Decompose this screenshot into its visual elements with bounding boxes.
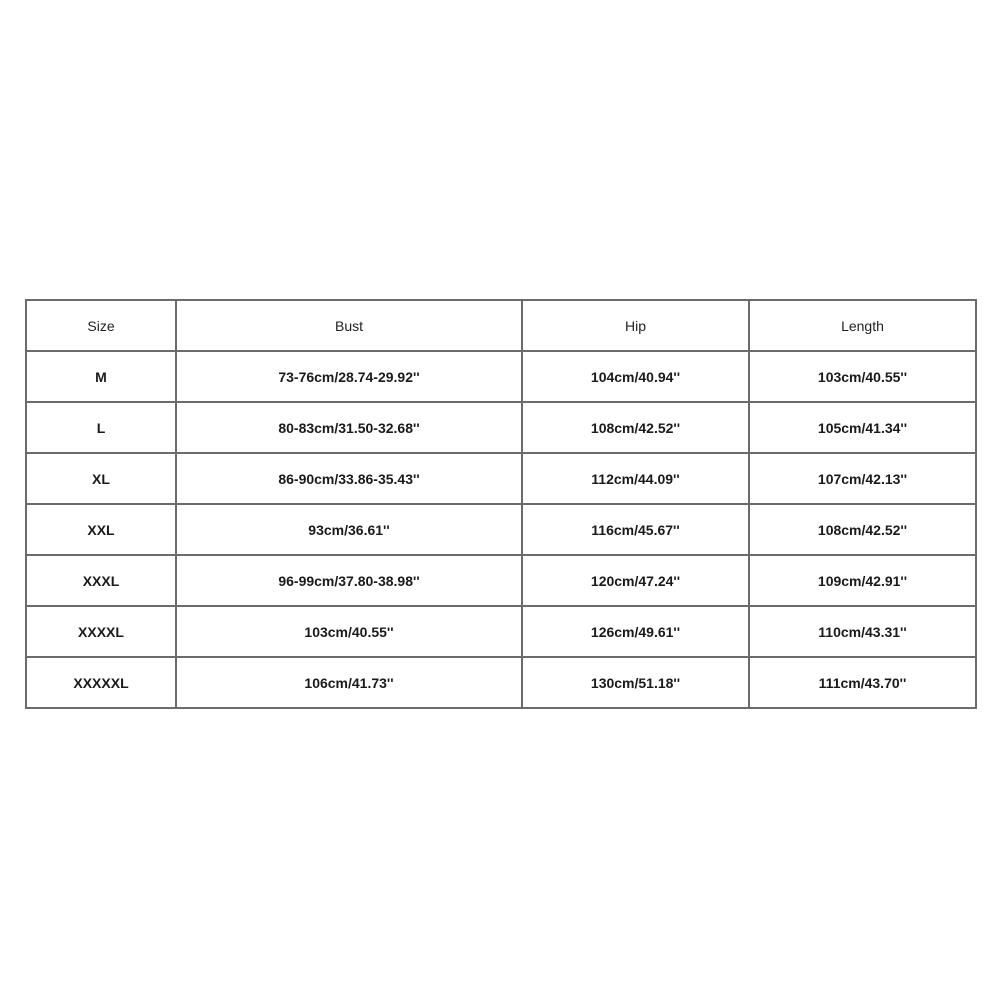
hip-cell: 120cm/47.24'' [522,555,749,606]
length-cell: 110cm/43.31'' [749,606,976,657]
size-chart-table [25,299,977,709]
table-row [26,504,976,555]
hip-cell: 130cm/51.18'' [522,657,749,708]
bust-cell: 73-76cm/28.74-29.92'' [176,351,522,402]
size-cell: XXL [26,504,176,555]
table-row [26,657,976,708]
table-row [26,402,976,453]
hip-cell: 104cm/40.94'' [522,351,749,402]
hip-cell: 116cm/45.67'' [522,504,749,555]
size-cell: XXXXL [26,606,176,657]
table-row [26,453,976,504]
header-size: Size [26,300,176,351]
size-cell: XXXXXL [26,657,176,708]
hip-cell: 108cm/42.52'' [522,402,749,453]
table-row [26,351,976,402]
bust-cell: 103cm/40.55'' [176,606,522,657]
header-hip: Hip [522,300,749,351]
table-header-row [26,300,976,351]
bust-cell: 86-90cm/33.86-35.43'' [176,453,522,504]
length-cell: 108cm/42.52'' [749,504,976,555]
bust-cell: 93cm/36.61'' [176,504,522,555]
header-bust: Bust [176,300,522,351]
size-cell: L [26,402,176,453]
hip-cell: 112cm/44.09'' [522,453,749,504]
size-cell: XL [26,453,176,504]
bust-cell: 80-83cm/31.50-32.68'' [176,402,522,453]
bust-cell: 96-99cm/37.80-38.98'' [176,555,522,606]
table-row [26,606,976,657]
length-cell: 103cm/40.55'' [749,351,976,402]
length-cell: 107cm/42.13'' [749,453,976,504]
table-row [26,555,976,606]
length-cell: 109cm/42.91'' [749,555,976,606]
size-cell: XXXL [26,555,176,606]
hip-cell: 126cm/49.61'' [522,606,749,657]
bust-cell: 106cm/41.73'' [176,657,522,708]
size-cell: M [26,351,176,402]
length-cell: 111cm/43.70'' [749,657,976,708]
header-length: Length [749,300,976,351]
length-cell: 105cm/41.34'' [749,402,976,453]
